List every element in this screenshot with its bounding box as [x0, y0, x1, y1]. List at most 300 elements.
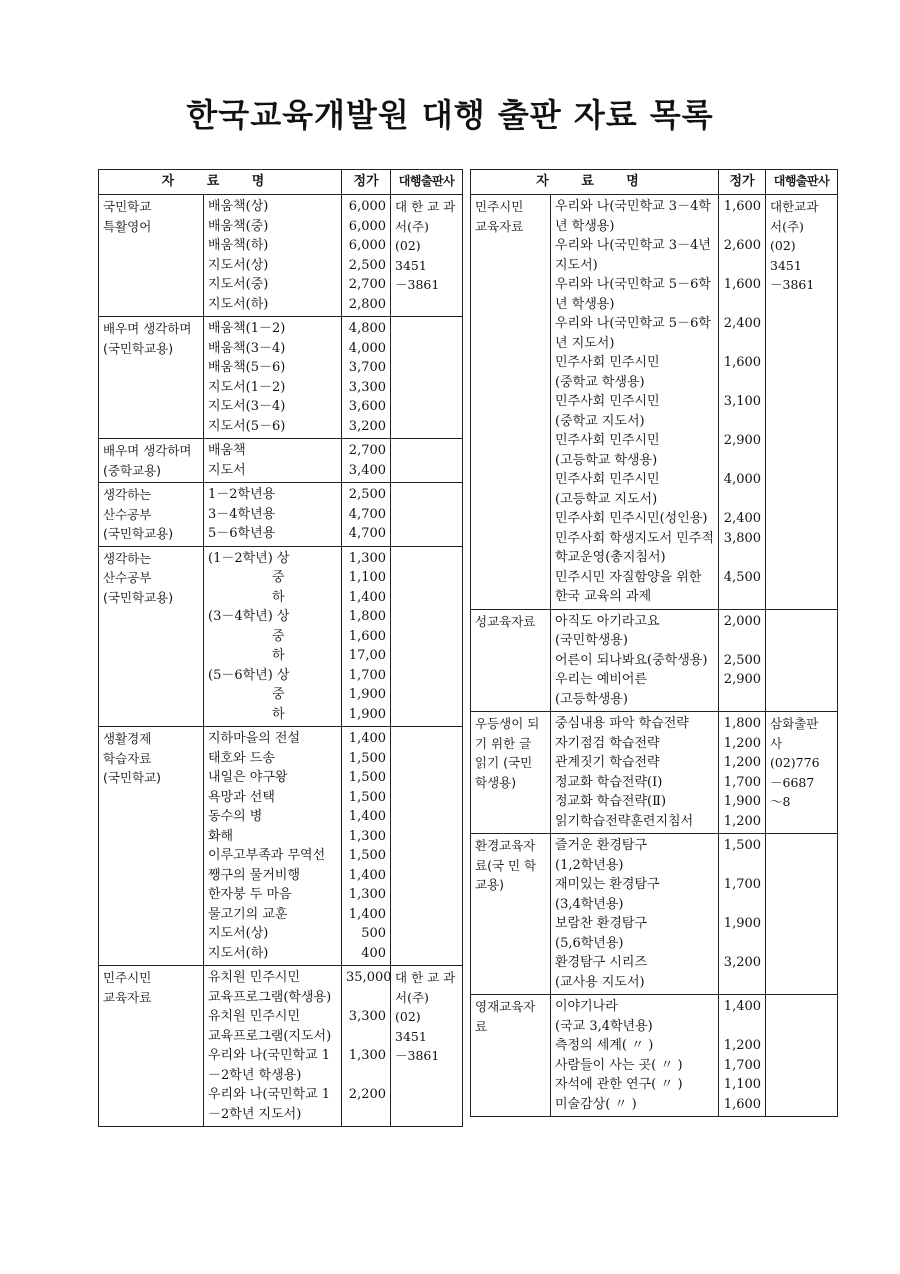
category-label: 국민학교 — [103, 199, 152, 214]
catalog-group-row — [99, 546, 463, 727]
item-name: 보람찬 환경탐구 — [555, 916, 648, 931]
item-name-cont: (교사용 지도서) — [555, 974, 645, 990]
item-price: 2,500 — [348, 487, 387, 502]
item-name: 지도서(상) — [208, 257, 269, 273]
publisher-line: 서(주) — [395, 218, 429, 234]
category-cell — [99, 439, 204, 483]
item-name-cont: (국민학생용) — [555, 633, 628, 648]
item-name: (5－6학년) 상 — [208, 667, 290, 683]
item-name-cont: (1,2학년용) — [555, 857, 624, 873]
item-price: 3,600 — [348, 399, 387, 414]
item-price: 2,400 — [723, 316, 762, 331]
item-name-cont: 지도서) — [555, 257, 598, 273]
price-spacer — [723, 334, 761, 354]
header-price: 정가 — [719, 170, 766, 195]
item-name: 민주사회 학생지도서 민주적 — [555, 530, 714, 546]
item-price: 1,500 — [723, 838, 762, 853]
item-price: 1,500 — [348, 848, 387, 863]
item-name: 측정의 세계( 〃 ) — [555, 1038, 654, 1053]
item-names-cell — [204, 439, 342, 483]
item-prices-cell — [342, 439, 391, 483]
publisher-cell — [391, 727, 463, 966]
item-name: 물고기의 교훈 — [208, 906, 288, 922]
item-name: 재미있는 환경탐구 — [555, 877, 660, 892]
item-name-cont: (5,6학년용) — [555, 935, 624, 951]
publisher-line: 3451 — [770, 257, 802, 273]
category-cell — [99, 483, 204, 547]
category-cell — [99, 546, 204, 727]
item-name: 지도서(3－4) — [208, 399, 286, 414]
item-price: 1,200 — [723, 813, 762, 829]
item-name: 우리와 나(국민학교 5－6학 — [555, 316, 711, 331]
price-spacer — [723, 256, 761, 276]
page-title: 한국교육개발원 대행 출판 자료 목록 — [186, 96, 714, 134]
item-price: 1,900 — [348, 687, 387, 702]
catalog-group-row — [471, 712, 838, 834]
price-spacer — [723, 412, 761, 432]
item-price: 2,500 — [348, 257, 387, 273]
price-spacer — [723, 973, 761, 993]
item-name-cont: －2학년 지도서) — [208, 1106, 302, 1122]
item-name: 중 — [272, 687, 285, 702]
publisher-line: 3451 — [395, 257, 427, 273]
price-spacer — [723, 631, 761, 651]
item-name: 즐거운 환경탐구 — [555, 838, 648, 853]
item-name: 환경탐구 시리즈 — [555, 955, 648, 970]
item-name: 중 — [272, 570, 285, 585]
category-cell — [99, 727, 204, 966]
item-price: 2,500 — [723, 652, 762, 668]
item-price: 1,700 — [723, 774, 762, 790]
item-name: 민주사회 민주시민 — [555, 472, 660, 487]
item-price: 2,600 — [723, 238, 762, 253]
item-name: 자석에 관한 연구( 〃 ) — [555, 1077, 683, 1092]
price-spacer — [723, 451, 761, 471]
category-cell — [471, 609, 551, 712]
item-name-cont: (국교 3,4학년용) — [555, 1018, 653, 1034]
item-price: 1,700 — [348, 667, 387, 683]
publisher-line: 대 한 교 과 — [395, 970, 456, 985]
item-names-cell — [551, 834, 719, 995]
item-price: 35,000 — [346, 970, 392, 985]
catalog-group-row — [99, 727, 463, 966]
catalog-group-row — [99, 966, 463, 1127]
item-name: 하 — [272, 706, 285, 722]
category-label: 특활영어 — [103, 218, 152, 234]
price-spacer — [723, 373, 761, 393]
category-cell — [99, 966, 204, 1127]
item-price: 1,600 — [723, 355, 762, 370]
item-name: 배움책 — [208, 443, 246, 458]
item-name: 하 — [272, 648, 285, 663]
item-prices-cell — [719, 995, 766, 1117]
item-name: 욕망과 선택 — [208, 789, 275, 805]
item-name: 민주사회 민주시민 — [555, 355, 660, 370]
item-price: 1,800 — [348, 609, 387, 624]
item-price: 1,700 — [723, 1057, 762, 1073]
publisher-line: 삼화출판 — [770, 716, 819, 731]
price-spacer — [723, 295, 761, 315]
item-names-cell — [551, 995, 719, 1117]
publisher-line: 사 — [770, 735, 783, 751]
item-price: 2,900 — [723, 433, 762, 448]
item-prices-cell — [342, 966, 391, 1127]
price-spacer — [723, 856, 761, 876]
item-price: 1,300 — [348, 887, 387, 902]
item-name: 5－6학년용 — [208, 526, 276, 541]
item-price: 1,900 — [348, 706, 387, 722]
item-name: (3－4학년) 상 — [208, 609, 290, 624]
item-prices-cell — [342, 195, 391, 317]
item-price: 1,400 — [348, 589, 387, 605]
category-label: 환경교육자 — [475, 838, 536, 853]
item-price: 2,400 — [723, 511, 762, 526]
item-name: 유치원 민주시민 — [208, 1009, 301, 1024]
item-name: 우리와 나(국민학교 1 — [208, 1048, 331, 1063]
publisher-cell — [391, 195, 463, 317]
category-label: 성교육자료 — [475, 613, 536, 629]
item-price: 1,300 — [348, 828, 387, 844]
price-spacer — [723, 1017, 761, 1037]
item-name: 이루고부족과 무역선 — [208, 848, 326, 863]
catalog-group-row — [99, 439, 463, 483]
item-name: 내일은 야구왕 — [208, 770, 288, 785]
category-cell — [471, 712, 551, 834]
publisher-line: (02) — [395, 1009, 421, 1024]
item-price: 1,200 — [723, 735, 762, 751]
item-name: 우리와 나(국민학교 3－4년 — [555, 238, 711, 253]
item-name: 1－2학년용 — [208, 487, 276, 502]
item-price: 3,100 — [723, 394, 762, 409]
item-names-cell — [204, 966, 342, 1127]
item-name: 배움책(1－2) — [208, 321, 286, 336]
item-name-cont: (중학교 학생용) — [555, 374, 645, 390]
item-prices-cell — [719, 712, 766, 834]
publisher-line: －3861 — [395, 277, 440, 292]
item-price: 400 — [361, 945, 387, 961]
item-name: 지도서(하) — [208, 945, 269, 961]
header-publisher: 대행출판사 — [391, 170, 463, 195]
item-name-cont: 년 학생용) — [555, 218, 615, 234]
category-label: 민주시민 — [103, 970, 152, 985]
publisher-cell — [391, 483, 463, 547]
category-label: 민주시민 — [475, 199, 524, 214]
item-price: 6,000 — [348, 199, 387, 214]
item-name: 우리와 나(국민학교 1 — [208, 1087, 331, 1102]
item-name: 태호와 드송 — [208, 750, 275, 766]
item-prices-cell — [342, 546, 391, 727]
publisher-line: ～8 — [770, 794, 791, 809]
item-price: 1,400 — [348, 906, 387, 922]
item-prices-cell — [719, 195, 766, 610]
item-names-cell — [551, 195, 719, 610]
price-spacer — [346, 1027, 386, 1047]
item-price: 2,800 — [348, 296, 387, 312]
category-label: 산수공부 — [103, 506, 152, 522]
price-spacer — [723, 217, 761, 237]
category-label: 산수공부 — [103, 570, 152, 585]
item-name: 어른이 되나봐요(중학생용) — [555, 652, 708, 668]
item-price: 3,700 — [348, 360, 387, 375]
item-price: 4,700 — [348, 526, 387, 541]
item-name: 이야기나라 — [555, 999, 618, 1014]
category-cell — [99, 195, 204, 317]
category-label: 생활경제 — [103, 731, 152, 746]
item-name: 우리는 예비어른 — [555, 672, 648, 687]
item-name: 지도서(중) — [208, 277, 269, 292]
item-name: 배움책(상) — [208, 199, 269, 214]
price-spacer — [346, 988, 386, 1008]
item-name-cont: 교육프로그램(학생용) — [208, 989, 332, 1005]
catalog-group-row — [471, 995, 838, 1117]
item-prices-cell — [719, 834, 766, 995]
item-name: 우리와 나(국민학교 3－4학 — [555, 199, 711, 214]
item-name: 유치원 민주시민 — [208, 970, 301, 985]
item-name: 정교화 학습전략(Ⅰ) — [555, 774, 663, 790]
item-name: 화해 — [208, 828, 234, 844]
publisher-line: (02)776 — [770, 755, 820, 770]
item-price: 6,000 — [348, 218, 387, 234]
item-price: 1,400 — [348, 867, 387, 883]
item-name: 미술감상( 〃 ) — [555, 1096, 637, 1112]
category-label: 학습자료 — [103, 750, 152, 766]
item-price: 500 — [361, 926, 387, 941]
publisher-cell — [766, 609, 838, 712]
category-label: 학생용) — [475, 774, 517, 790]
category-label: 우등생이 되 — [475, 716, 540, 731]
item-price: 17,00 — [348, 648, 387, 663]
item-names-cell — [551, 712, 719, 834]
catalog-table-right — [470, 169, 838, 1117]
category-label: (국민학교용) — [103, 526, 174, 541]
item-name: 사람들이 사는 곳( 〃 ) — [555, 1057, 683, 1073]
catalog-group-row — [471, 195, 838, 610]
catalog-group-row — [471, 609, 838, 712]
item-name: 읽기학습전략훈련지침서 — [555, 813, 694, 829]
item-name: 우리와 나(국민학교 5－6학 — [555, 277, 711, 292]
category-cell — [99, 317, 204, 439]
catalog-group-row — [99, 195, 463, 317]
category-label: (국민학교용) — [103, 589, 174, 605]
publisher-cell — [391, 439, 463, 483]
item-name: 민주시민 자질함양을 위한 — [555, 569, 702, 585]
item-price: 3,200 — [348, 418, 387, 434]
category-label: 생각하는 — [103, 487, 152, 502]
price-spacer — [723, 490, 761, 510]
item-name: 중심내용 파악 학습전략 — [555, 716, 689, 731]
item-name-cont: (고등학생용) — [555, 691, 628, 707]
item-price: 4,000 — [723, 472, 762, 487]
item-price: 1,500 — [348, 750, 387, 766]
category-label: (중학교용) — [103, 462, 162, 478]
item-price: 1,600 — [348, 628, 387, 644]
publisher-line: 서(주) — [770, 218, 804, 234]
item-names-cell — [204, 195, 342, 317]
item-price: 1,600 — [723, 277, 762, 292]
publisher-cell — [766, 834, 838, 995]
item-prices-cell — [719, 609, 766, 712]
item-price: 1,400 — [348, 731, 387, 746]
item-name: 자기점검 학습전략 — [555, 735, 660, 751]
publisher-line: －3861 — [770, 277, 815, 292]
publisher-cell — [391, 966, 463, 1127]
item-prices-cell — [342, 483, 391, 547]
item-price: 1,400 — [723, 999, 762, 1014]
item-name: 민주사회 민주시민 — [555, 394, 660, 409]
item-name-cont: (3,4학년용) — [555, 896, 624, 912]
item-name: 지도서 — [208, 462, 246, 478]
item-price: 1,900 — [723, 794, 762, 809]
item-price: 2,700 — [348, 443, 387, 458]
category-label: 기 위한 글 — [475, 735, 532, 751]
item-price: 1,300 — [348, 1048, 387, 1063]
category-label: 읽기 (국민 — [475, 755, 533, 770]
item-name: 중 — [272, 628, 285, 644]
item-price: 1,600 — [723, 1096, 762, 1112]
category-label: 료(국 민 학 — [475, 857, 537, 873]
item-name: 배움책(3－4) — [208, 340, 286, 356]
item-price: 6,000 — [348, 238, 387, 253]
item-name: 동수의 병 — [208, 809, 263, 824]
item-price: 1,500 — [348, 770, 387, 785]
item-price: 3,200 — [723, 955, 762, 970]
item-price: 3,800 — [723, 530, 762, 546]
item-price: 3,300 — [348, 379, 387, 395]
item-price: 4,700 — [348, 506, 387, 522]
publisher-line: 3451 — [395, 1028, 427, 1044]
category-label: 배우며 생각하며 — [103, 443, 192, 458]
item-prices-cell — [342, 317, 391, 439]
category-cell — [471, 834, 551, 995]
item-price: 1,600 — [723, 199, 762, 214]
item-name: 지도서(상) — [208, 926, 269, 941]
item-price: 2,000 — [723, 613, 762, 629]
category-label: (국민학교용) — [103, 340, 174, 356]
item-name: 민주사회 민주시민 — [555, 433, 660, 448]
catalog-group-row — [99, 483, 463, 547]
publisher-line: (02) — [395, 238, 421, 253]
item-price: 1,100 — [348, 570, 387, 585]
item-price: 1,200 — [723, 1038, 762, 1053]
price-spacer — [723, 548, 761, 568]
item-price: 3,400 — [348, 462, 387, 478]
item-name-cont: (중학교 지도서) — [555, 413, 645, 429]
price-spacer — [346, 1105, 386, 1125]
item-name-cont: (고등학교 지도서) — [555, 491, 658, 507]
item-name: (1－2학년) 상 — [208, 550, 290, 566]
item-price: 1,900 — [723, 916, 762, 931]
item-name-cont: 교육프로그램(지도서) — [208, 1028, 332, 1044]
item-name: 정교화 학습전략(Ⅱ) — [555, 794, 667, 809]
item-name: 지도서(5－6) — [208, 418, 286, 434]
price-spacer — [346, 1066, 386, 1086]
catalog-group-row — [471, 834, 838, 995]
price-spacer — [723, 690, 761, 710]
catalog-group-row — [99, 317, 463, 439]
category-label: 교육자료 — [475, 218, 524, 234]
item-names-cell — [204, 483, 342, 547]
price-spacer — [723, 587, 761, 607]
item-names-cell — [204, 727, 342, 966]
publisher-cell — [391, 317, 463, 439]
header-name: 자 료 명 — [471, 170, 719, 195]
catalog-table-left — [98, 169, 463, 1127]
item-name-cont: (고등학교 학생용) — [555, 452, 658, 468]
category-label: 교용) — [475, 877, 505, 892]
item-name-cont: 년 학생용) — [555, 296, 615, 312]
category-label: 교육자료 — [103, 989, 152, 1005]
item-price: 1,700 — [723, 877, 762, 892]
item-price: 1,300 — [348, 550, 387, 566]
item-name: 하 — [272, 589, 285, 605]
publisher-line: －6687 — [770, 774, 815, 790]
item-name: 배움책(하) — [208, 238, 269, 253]
item-name: 배움책(중) — [208, 218, 269, 234]
item-price: 4,500 — [723, 569, 762, 585]
price-spacer — [723, 934, 761, 954]
item-names-cell — [204, 317, 342, 439]
publisher-line: 서(주) — [395, 989, 429, 1005]
item-name: 관계짓기 학습전략 — [555, 755, 660, 770]
item-name: 배움책(5－6) — [208, 360, 286, 375]
publisher-cell — [766, 712, 838, 834]
price-spacer — [723, 895, 761, 915]
category-label: 생각하는 — [103, 550, 152, 566]
item-name: 지도서(하) — [208, 296, 269, 312]
publisher-line: 대 한 교 과 — [395, 199, 456, 214]
item-name: 지하마을의 전설 — [208, 731, 301, 746]
header-publisher: 대행출판사 — [766, 170, 838, 195]
item-price: 1,400 — [348, 809, 387, 824]
publisher-line: 대한교과 — [770, 199, 819, 214]
item-price: 1,100 — [723, 1077, 762, 1092]
category-label: 료 — [475, 1018, 488, 1034]
publisher-cell — [391, 546, 463, 727]
item-price: 1,200 — [723, 755, 762, 770]
item-name-cont: 한국 교육의 과제 — [555, 589, 652, 604]
item-name: 지도서(1－2) — [208, 379, 286, 395]
item-price: 3,300 — [348, 1009, 387, 1024]
item-name: 쨍구의 물거비행 — [208, 867, 301, 883]
item-name-cont: －2학년 학생용) — [208, 1067, 302, 1083]
item-name: 3－4학년용 — [208, 506, 276, 522]
item-price: 1,500 — [348, 789, 387, 805]
item-price: 4,800 — [348, 321, 387, 336]
publisher-cell — [766, 995, 838, 1117]
item-price: 2,200 — [348, 1087, 387, 1102]
header-name: 자 료 명 — [99, 170, 342, 195]
category-label: (국민학교) — [103, 770, 162, 785]
item-names-cell — [204, 546, 342, 727]
category-cell — [471, 195, 551, 610]
item-name: 아직도 아기라고요 — [555, 613, 660, 629]
category-cell — [471, 995, 551, 1117]
publisher-cell — [766, 195, 838, 610]
item-name: 민주사회 민주시민(성인용) — [555, 511, 708, 526]
item-name: 한자붕 두 마음 — [208, 887, 292, 902]
category-label: 영재교육자 — [475, 999, 536, 1014]
item-prices-cell — [342, 727, 391, 966]
item-price: 1,800 — [723, 716, 762, 731]
item-name-cont: 년 지도서) — [555, 335, 615, 351]
publisher-line: －3861 — [395, 1048, 440, 1063]
publisher-line: (02) — [770, 238, 796, 253]
item-price: 2,700 — [348, 277, 387, 292]
item-names-cell — [551, 609, 719, 712]
item-name-cont: 학교운영(총지침서) — [555, 550, 666, 565]
category-label: 배우며 생각하며 — [103, 321, 192, 336]
header-price: 정가 — [342, 170, 391, 195]
